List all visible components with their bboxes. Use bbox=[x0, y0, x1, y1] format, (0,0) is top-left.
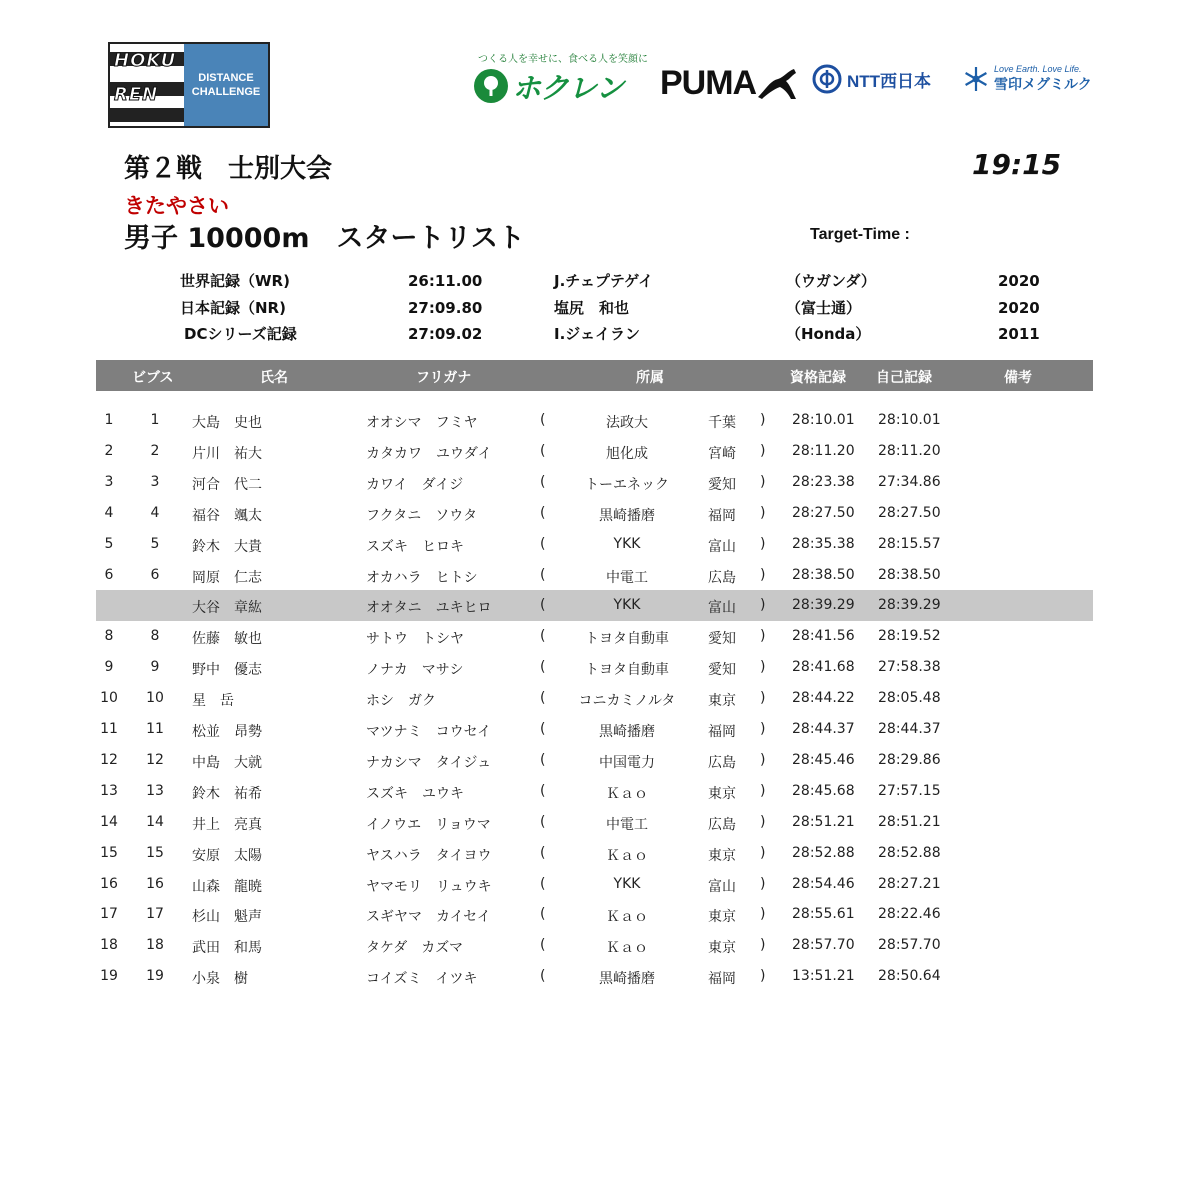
paren-open: ( bbox=[540, 566, 546, 583]
prefecture: 広島 bbox=[708, 754, 736, 771]
athlete-name: 星 岳 bbox=[192, 693, 234, 710]
row-number: 15 bbox=[100, 844, 118, 861]
col-header-personal-best: 自己記録 bbox=[876, 370, 932, 386]
paren-close: ) bbox=[760, 690, 766, 707]
bib-number: 18 bbox=[146, 937, 164, 954]
ntt-wordmark: NTT西日本 bbox=[847, 71, 932, 91]
table-header bbox=[96, 360, 1093, 391]
athlete-furigana: ナカシマ タイジュ bbox=[366, 754, 492, 771]
record-time: 27:09.02 bbox=[408, 325, 483, 343]
hokuren-logo bbox=[474, 68, 623, 104]
table-row bbox=[96, 899, 1093, 930]
team-name: 黒崎播磨 bbox=[599, 507, 655, 524]
venue-label: きたやさい bbox=[124, 194, 229, 218]
row-number: 18 bbox=[100, 937, 118, 954]
paren-close: ) bbox=[760, 473, 766, 490]
personal-best: 28:57.70 bbox=[878, 937, 941, 954]
personal-best: 28:27.21 bbox=[878, 875, 941, 892]
athlete-name: 小泉 樹 bbox=[192, 971, 248, 988]
distance-challenge-label bbox=[184, 44, 268, 126]
hokuren-tagline: つくる人を幸せに、食べる人を笑顔に bbox=[478, 54, 648, 65]
bib-number: 11 bbox=[146, 721, 164, 737]
qualifying-time: 13:51.21 bbox=[792, 968, 855, 985]
puma-logo bbox=[660, 64, 798, 103]
prefecture: 東京 bbox=[708, 693, 736, 710]
paren-close: ) bbox=[760, 597, 766, 614]
personal-best: 28:51.21 bbox=[878, 813, 941, 830]
ntt-west-logo bbox=[812, 64, 931, 94]
paren-open: ( bbox=[540, 628, 546, 645]
table-row bbox=[96, 745, 1093, 776]
bib-number: 5 bbox=[150, 535, 160, 552]
athlete-furigana: サトウ トシヤ bbox=[366, 631, 464, 648]
prefecture: 東京 bbox=[708, 940, 736, 957]
table-row bbox=[96, 683, 1093, 714]
athlete-furigana: オオシマ フミヤ bbox=[366, 415, 478, 431]
team-name: Ｋａｏ bbox=[606, 909, 648, 926]
qualifying-time: 28:51.21 bbox=[792, 813, 855, 830]
table-row bbox=[96, 869, 1093, 900]
athlete-furigana: スズキ ヒロキ bbox=[366, 538, 464, 555]
row-number: 8 bbox=[104, 628, 114, 645]
personal-best: 28:05.48 bbox=[878, 690, 941, 707]
team-name: コニカミノルタ bbox=[578, 693, 676, 710]
table-row bbox=[96, 436, 1093, 467]
prefecture: 東京 bbox=[708, 847, 736, 864]
prefecture: 広島 bbox=[708, 569, 736, 586]
paren-close: ) bbox=[760, 659, 766, 676]
logo-word-2: REN bbox=[114, 84, 159, 105]
personal-best: 28:11.20 bbox=[878, 442, 941, 459]
prefecture: 福岡 bbox=[708, 971, 736, 988]
athlete-name: 河合 代二 bbox=[192, 476, 262, 493]
paren-open: ( bbox=[540, 504, 546, 521]
hokuren-wordmark: ホクレン bbox=[512, 70, 624, 105]
col-header-remarks: 備考 bbox=[1004, 370, 1032, 386]
athlete-furigana: オカハラ ヒトシ bbox=[366, 569, 478, 586]
athlete-furigana: フクタニ ソウタ bbox=[366, 507, 478, 524]
ntt-circle-icon bbox=[812, 64, 842, 94]
record-year: 2020 bbox=[998, 299, 1040, 317]
athlete-furigana: スズキ ユウキ bbox=[366, 785, 464, 802]
tree-icon bbox=[474, 69, 508, 103]
prefecture: 福岡 bbox=[708, 724, 736, 740]
table-row bbox=[96, 961, 1093, 992]
athlete-name: 大谷 章紘 bbox=[192, 600, 262, 617]
qualifying-time: 28:23.38 bbox=[792, 473, 855, 490]
paren-open: ( bbox=[540, 721, 546, 737]
athlete-name: 井上 亮真 bbox=[192, 816, 262, 833]
athlete-furigana: タケダ カズマ bbox=[366, 940, 464, 957]
team-name: トヨタ自動車 bbox=[585, 662, 669, 679]
personal-best: 28:39.29 bbox=[878, 597, 941, 614]
paren-open: ( bbox=[540, 751, 546, 768]
prefecture: 福岡 bbox=[708, 507, 736, 524]
snowflake-icon bbox=[962, 65, 990, 93]
race-title: 第２戦 士別大会 bbox=[124, 154, 333, 184]
team-name: 中国電力 bbox=[599, 754, 655, 771]
paren-close: ) bbox=[760, 535, 766, 552]
bib-number: 1 bbox=[150, 412, 160, 428]
qualifying-time: 28:38.50 bbox=[792, 566, 855, 583]
team-name: トヨタ自動車 bbox=[585, 631, 669, 648]
table-row bbox=[96, 714, 1093, 745]
bib-number: 14 bbox=[146, 813, 164, 830]
record-holder: J.チェプテゲイ bbox=[554, 272, 654, 290]
prefecture: 愛知 bbox=[708, 662, 736, 679]
team-name: Ｋａｏ bbox=[606, 940, 648, 957]
prefecture: 宮崎 bbox=[708, 445, 736, 462]
logo-line-1: DISTANCE bbox=[198, 72, 254, 84]
row-number: 13 bbox=[100, 782, 118, 799]
qualifying-time: 28:45.46 bbox=[792, 751, 855, 768]
table-row bbox=[96, 405, 1093, 436]
row-number: 17 bbox=[100, 906, 118, 923]
bib-number: 9 bbox=[150, 659, 160, 676]
paren-open: ( bbox=[540, 442, 546, 459]
athlete-furigana: ノナカ マサシ bbox=[366, 662, 464, 679]
athlete-name: 松並 昂勢 bbox=[192, 724, 262, 740]
row-number: 14 bbox=[100, 813, 118, 830]
row-number: 11 bbox=[100, 721, 118, 737]
record-affiliation: （富士通） bbox=[786, 299, 862, 317]
team-name: 黒崎播磨 bbox=[599, 971, 655, 988]
table-row bbox=[96, 590, 1093, 621]
team-name: YKK bbox=[613, 597, 641, 614]
bib-number: 13 bbox=[146, 782, 164, 799]
row-number: 2 bbox=[104, 442, 114, 459]
paren-close: ) bbox=[760, 968, 766, 985]
table-row bbox=[96, 498, 1093, 529]
col-header-name: 氏名 bbox=[260, 370, 288, 386]
athlete-name: 安原 太陽 bbox=[192, 847, 262, 864]
qualifying-time: 28:41.56 bbox=[792, 628, 855, 645]
row-number: 3 bbox=[104, 473, 114, 490]
athlete-name: 佐藤 敏也 bbox=[192, 631, 262, 648]
row-number: 9 bbox=[104, 659, 114, 676]
personal-best: 28:27.50 bbox=[878, 504, 941, 521]
prefecture: 愛知 bbox=[708, 476, 736, 493]
personal-best: 28:19.52 bbox=[878, 628, 941, 645]
qualifying-time: 28:41.68 bbox=[792, 659, 855, 676]
paren-open: ( bbox=[540, 844, 546, 861]
paren-open: ( bbox=[540, 813, 546, 830]
personal-best: 27:34.86 bbox=[878, 473, 941, 490]
table-row bbox=[96, 467, 1093, 498]
qualifying-time: 28:44.22 bbox=[792, 690, 855, 707]
record-holder: I.ジェイラン bbox=[554, 325, 640, 343]
athlete-furigana: ヤスハラ タイヨウ bbox=[366, 847, 492, 864]
table-row bbox=[96, 529, 1093, 560]
athlete-name: 野中 優志 bbox=[192, 662, 262, 679]
paren-open: ( bbox=[540, 906, 546, 923]
athlete-furigana: イノウエ リョウマ bbox=[366, 816, 491, 833]
paren-open: ( bbox=[540, 412, 546, 428]
qualifying-time: 28:57.70 bbox=[792, 937, 855, 954]
snow-brand-wordmark: 雪印メグミルク bbox=[994, 77, 1092, 93]
prefecture: 東京 bbox=[708, 909, 736, 926]
athlete-furigana: スギヤマ カイセイ bbox=[366, 909, 491, 926]
table-row bbox=[96, 652, 1093, 683]
athlete-furigana: ヤマモリ リュウキ bbox=[366, 878, 492, 895]
qualifying-time: 28:35.38 bbox=[792, 535, 855, 552]
table-row bbox=[96, 776, 1093, 807]
prefecture: 愛知 bbox=[708, 631, 736, 648]
record-affiliation: （ウガンダ） bbox=[786, 272, 876, 290]
team-name: 黒崎播磨 bbox=[599, 724, 655, 740]
paren-open: ( bbox=[540, 782, 546, 799]
athlete-name: 鈴木 祐希 bbox=[192, 785, 262, 802]
prefecture: 富山 bbox=[708, 878, 736, 895]
paren-close: ) bbox=[760, 937, 766, 954]
qualifying-time: 28:45.68 bbox=[792, 782, 855, 799]
paren-close: ) bbox=[760, 751, 766, 768]
athlete-name: 片川 祐大 bbox=[192, 445, 262, 462]
athlete-name: 福谷 颯太 bbox=[192, 507, 262, 524]
athlete-furigana: マツナミ コウセイ bbox=[366, 724, 492, 740]
team-name: Ｋａｏ bbox=[606, 785, 648, 802]
paren-close: ) bbox=[760, 566, 766, 583]
row-number: 5 bbox=[104, 535, 114, 552]
team-name: 法政大 bbox=[606, 415, 648, 431]
paren-close: ) bbox=[760, 504, 766, 521]
athlete-furigana: オオタニ ユキヒロ bbox=[366, 600, 492, 617]
event-title: 男子 10000m スタートリスト bbox=[124, 223, 525, 254]
personal-best: 28:38.50 bbox=[878, 566, 941, 583]
snow-brand-logo bbox=[962, 64, 1092, 94]
record-holder: 塩尻 和也 bbox=[554, 299, 630, 317]
team-name: 中電工 bbox=[606, 569, 648, 586]
record-label: 日本記録（NR) bbox=[180, 299, 286, 317]
qualifying-time: 28:55.61 bbox=[792, 906, 855, 923]
paren-open: ( bbox=[540, 875, 546, 892]
athlete-furigana: カワイ ダイジ bbox=[366, 476, 464, 493]
athlete-name: 大島 史也 bbox=[192, 415, 262, 431]
athlete-name: 岡原 仁志 bbox=[192, 569, 262, 586]
athlete-name: 武田 和馬 bbox=[192, 940, 262, 957]
qualifying-time: 28:52.88 bbox=[792, 844, 855, 861]
athlete-furigana: ホシ ガク bbox=[366, 693, 436, 710]
puma-cat-icon bbox=[756, 67, 798, 101]
row-number: 19 bbox=[100, 968, 118, 985]
paren-open: ( bbox=[540, 968, 546, 985]
team-name: YKK bbox=[613, 875, 641, 892]
col-header-affiliation: 所属 bbox=[636, 370, 664, 386]
row-number: 16 bbox=[100, 875, 118, 892]
personal-best: 28:15.57 bbox=[878, 535, 941, 552]
bib-number: 3 bbox=[150, 473, 160, 490]
personal-best: 27:58.38 bbox=[878, 659, 941, 676]
puma-wordmark: PUMA bbox=[660, 64, 757, 102]
logo-line-2: CHALLENGE bbox=[191, 86, 261, 98]
bib-number: 10 bbox=[146, 690, 164, 707]
record-time: 26:11.00 bbox=[408, 272, 483, 290]
prefecture: 富山 bbox=[708, 538, 736, 555]
target-time-label: Target-Time : bbox=[810, 226, 910, 243]
row-number: 6 bbox=[104, 566, 114, 583]
bib-number: 17 bbox=[146, 906, 164, 923]
personal-best: 28:22.46 bbox=[878, 906, 941, 923]
athlete-name: 杉山 魁声 bbox=[192, 909, 262, 926]
paren-close: ) bbox=[760, 906, 766, 923]
paren-open: ( bbox=[540, 659, 546, 676]
paren-open: ( bbox=[540, 690, 546, 707]
col-header-bib: ビブス bbox=[132, 370, 174, 386]
paren-close: ) bbox=[760, 782, 766, 799]
personal-best: 28:52.88 bbox=[878, 844, 941, 861]
qualifying-time: 28:27.50 bbox=[792, 504, 855, 521]
team-name: トーエネック bbox=[585, 476, 669, 493]
athlete-name: 山森 龍暁 bbox=[192, 878, 262, 895]
paren-open: ( bbox=[540, 473, 546, 490]
team-name: Ｋａｏ bbox=[606, 847, 648, 864]
paren-open: ( bbox=[540, 937, 546, 954]
bib-number: 4 bbox=[150, 504, 160, 521]
personal-best: 28:10.01 bbox=[878, 412, 941, 428]
table-row bbox=[96, 838, 1093, 869]
bib-number: 2 bbox=[150, 442, 160, 459]
record-label: 世界記録（WR) bbox=[180, 272, 290, 290]
qualifying-time: 28:10.01 bbox=[792, 412, 855, 428]
bib-number: 6 bbox=[150, 566, 160, 583]
qualifying-time: 28:44.37 bbox=[792, 721, 855, 737]
bib-number: 8 bbox=[150, 628, 160, 645]
paren-close: ) bbox=[760, 721, 766, 737]
team-name: 旭化成 bbox=[606, 445, 648, 462]
table-row bbox=[96, 560, 1093, 591]
record-year: 2020 bbox=[998, 272, 1040, 290]
record-year: 2011 bbox=[998, 325, 1040, 343]
table-row bbox=[96, 930, 1093, 961]
table-row bbox=[96, 621, 1093, 652]
personal-best: 28:44.37 bbox=[878, 721, 941, 737]
distance-challenge-logo bbox=[108, 42, 270, 128]
paren-close: ) bbox=[760, 628, 766, 645]
paren-close: ) bbox=[760, 442, 766, 459]
prefecture: 広島 bbox=[708, 816, 736, 833]
bib-number: 12 bbox=[146, 751, 164, 768]
hokuren-logo-mark bbox=[110, 44, 184, 126]
paren-open: ( bbox=[540, 597, 546, 614]
qualifying-time: 28:54.46 bbox=[792, 875, 855, 892]
prefecture: 東京 bbox=[708, 785, 736, 802]
qualifying-time: 28:39.29 bbox=[792, 597, 855, 614]
record-time: 27:09.80 bbox=[408, 299, 483, 317]
team-name: YKK bbox=[613, 535, 641, 552]
qualifying-time: 28:11.20 bbox=[792, 442, 855, 459]
athlete-furigana: コイズミ イツキ bbox=[366, 971, 478, 988]
paren-close: ) bbox=[760, 412, 766, 428]
bib-number: 19 bbox=[146, 968, 164, 985]
paren-close: ) bbox=[760, 813, 766, 830]
row-number: 1 bbox=[104, 412, 114, 428]
record-label: DCシリーズ記録 bbox=[184, 325, 297, 343]
snow-brand-slogan: Love Earth. Love Life. bbox=[994, 64, 1082, 74]
personal-best: 28:29.86 bbox=[878, 751, 941, 768]
paren-close: ) bbox=[760, 875, 766, 892]
table-row bbox=[96, 807, 1093, 838]
personal-best: 28:50.64 bbox=[878, 968, 941, 985]
start-time: 19:15 bbox=[972, 148, 1062, 181]
prefecture: 富山 bbox=[708, 600, 736, 617]
col-header-qualifying: 資格記録 bbox=[790, 370, 846, 386]
row-number: 12 bbox=[100, 751, 118, 768]
record-affiliation: （Honda） bbox=[786, 325, 871, 343]
paren-open: ( bbox=[540, 535, 546, 552]
athlete-furigana: カタカワ ユウダイ bbox=[366, 445, 492, 462]
personal-best: 27:57.15 bbox=[878, 782, 941, 799]
bib-number: 16 bbox=[146, 875, 164, 892]
athlete-name: 中島 大就 bbox=[192, 754, 262, 771]
row-number: 10 bbox=[100, 690, 118, 707]
athlete-name: 鈴木 大貴 bbox=[192, 538, 262, 555]
col-header-furigana: フリガナ bbox=[416, 370, 472, 386]
prefecture: 千葉 bbox=[708, 415, 736, 431]
bib-number: 15 bbox=[146, 844, 164, 861]
logo-word-1: HOKU bbox=[114, 50, 177, 71]
paren-close: ) bbox=[760, 844, 766, 861]
row-number: 4 bbox=[104, 504, 114, 521]
team-name: 中電工 bbox=[606, 816, 648, 833]
